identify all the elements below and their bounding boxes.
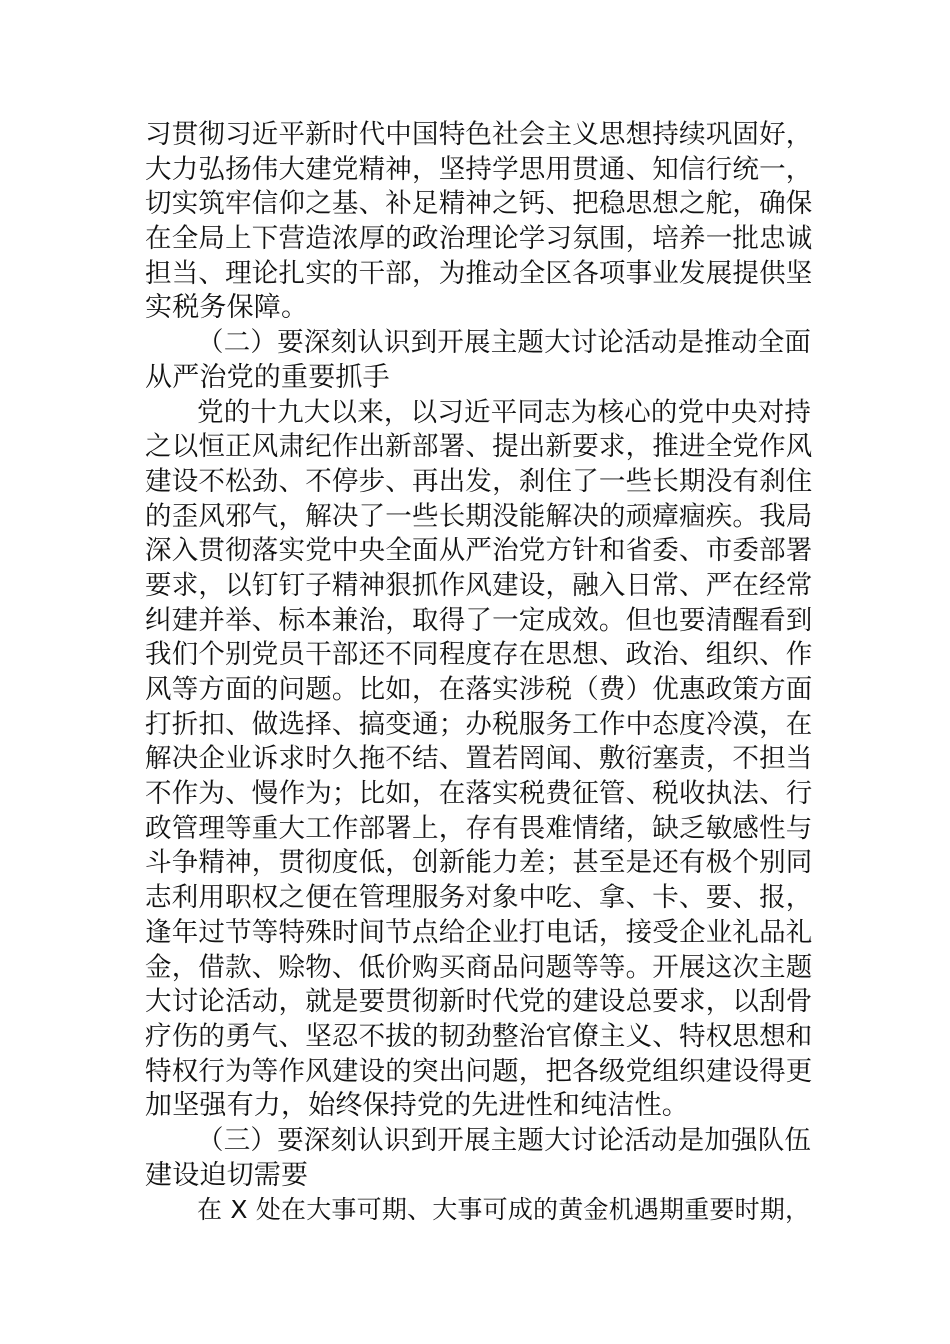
paragraph-first-line: 在 X 处在大事可期、大事可成的黄金机遇期重要时期， xyxy=(197,1195,811,1225)
text-line: 政管理等重大工作部署上，存有畏难情绪，缺乏敏感性与 xyxy=(145,812,813,844)
text-line: 习贯彻习近平新时代中国特色社会主义思想持续巩固好， xyxy=(145,119,813,150)
paragraph-first-line: 党的十九大以来，以习近平同志为核心的党中央对持 xyxy=(197,396,812,428)
text-line: 纠建并举、标本兼治，取得了一定成效。但也要清醒看到 xyxy=(145,604,813,636)
text-line: 大讨论活动，就是要贯彻新时代党的建设总要求，以刮骨 xyxy=(145,986,813,1018)
text-line: 实税务保障。 xyxy=(145,292,309,324)
paragraph-first-line: （二）要深刻认识到开展主题大讨论活动是推动全面 xyxy=(197,327,812,359)
text-line: 疗伤的勇气、坚忍不拔的韧劲整治官僚主义、特权思想和 xyxy=(145,1020,813,1052)
text-line: 不作为、慢作为；比如，在落实税费征管、税收执法、行 xyxy=(145,778,813,810)
text-line: 风等方面的问题。比如，在落实涉税（费）优惠政策方面 xyxy=(145,674,813,705)
text-line: 金，借款、赊物、低价购买商品问题等等。开展这次主题 xyxy=(145,951,813,983)
text-line: 的歪风邪气，解决了一些长期没能解决的顽瘴痼疾。我局 xyxy=(145,500,813,532)
text-line: 解决企业诉求时久拖不结、置若罔闻、敷衍塞责，不担当 xyxy=(145,743,813,775)
document-body xyxy=(145,118,817,1228)
text-line: 志利用职权之便在管理服务对象中吃、拿、卡、要、报， xyxy=(145,882,813,914)
text-line: 担当、理论扎实的干部，为推动全区各项事业发展提供坚 xyxy=(145,257,813,289)
text-line: 深入贯彻落实党中央全面从严治党方针和省委、市委部署 xyxy=(145,535,813,567)
text-line: 切实筑牢信仰之基、补足精神之钙、把稳思想之舵，确保 xyxy=(145,188,813,220)
text-line: 建设迫切需要 xyxy=(145,1159,309,1191)
text-line: 大力弘扬伟大建党精神，坚持学思用贯通、知信行统一， xyxy=(145,153,813,185)
paragraph-first-line: （三）要深刻认识到开展主题大讨论活动是加强队伍 xyxy=(197,1124,812,1156)
text-line: 斗争精神，贯彻度低，创新能力差；甚至是还有极个别同 xyxy=(145,847,813,879)
text-line: 特权行为等作风建设的突出问题，把各级党组织建设得更 xyxy=(145,1055,813,1087)
text-line: 我们个别党员干部还不同程度存在思想、政治、组织、作 xyxy=(145,639,813,671)
text-line: 要求，以钉钉子精神狠抓作风建设，融入日常、严在经常 xyxy=(145,569,813,601)
text-line: 逢年过节等特殊时间节点给企业打电话，接受企业礼品礼 xyxy=(145,916,813,948)
text-line: 加坚强有力，始终保持党的先进性和纯洁性。 xyxy=(145,1090,689,1122)
text-line: 打折扣、做选择、搞变通；办税服务工作中态度冷漠，在 xyxy=(145,708,813,740)
text-line: 之以恒正风肃纪作出新部署、提出新要求，推进全党作风 xyxy=(145,431,813,463)
text-line: 建设不松劲、不停步、再出发，刹住了一些长期没有刹住 xyxy=(145,465,813,497)
text-line: 从严治党的重要抓手 xyxy=(145,361,390,393)
text-line: 在全局上下营造浓厚的政治理论学习氛围，培养一批忠诚 xyxy=(145,223,813,255)
